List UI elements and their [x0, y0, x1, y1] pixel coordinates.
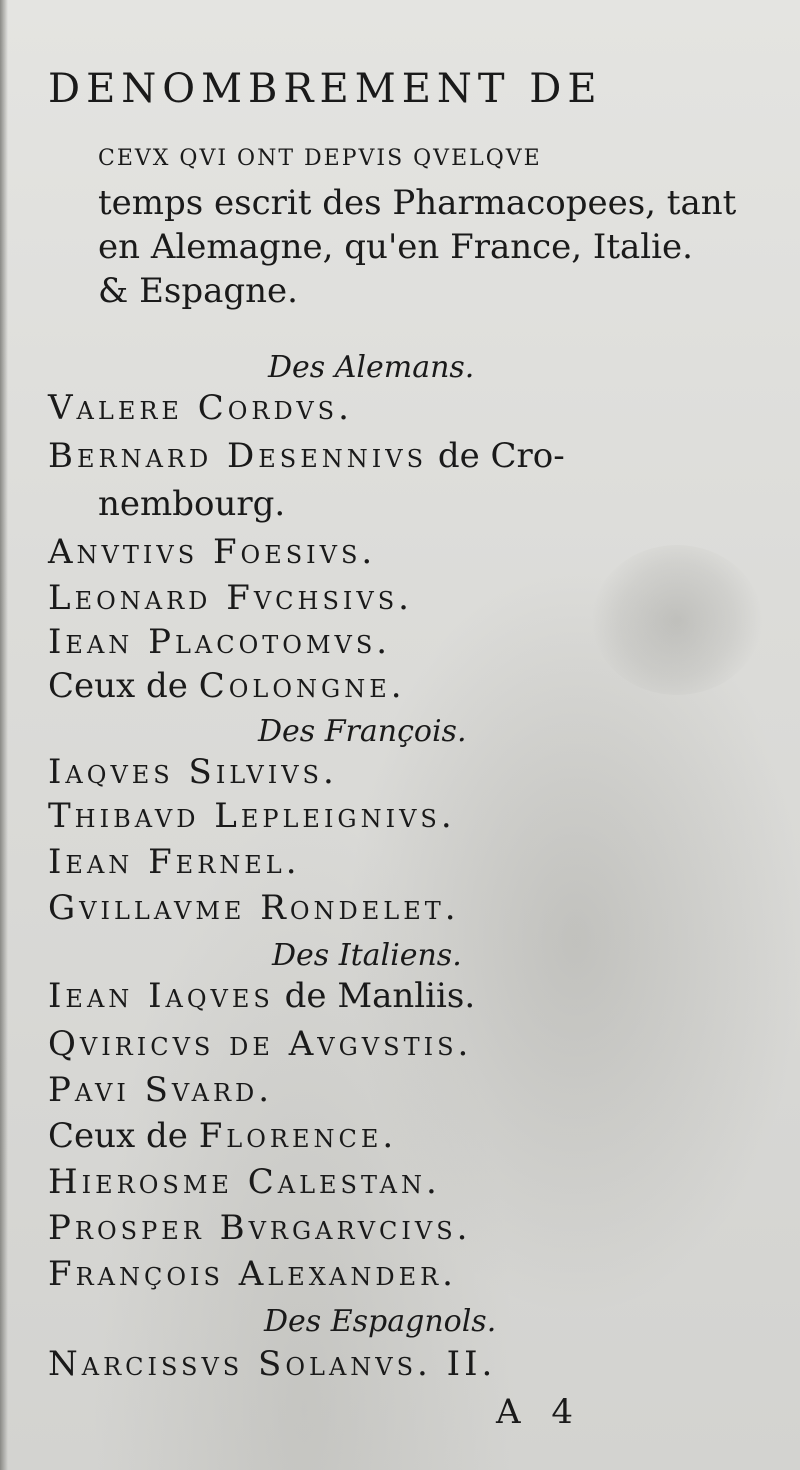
entry-name: Florence. [198, 1116, 398, 1156]
entry-name: Iean Iaqves [48, 976, 274, 1016]
entry-narcissus-solanus: Narcissvs Solanvs. II. [48, 1344, 497, 1384]
section-heading-alemans: Des Alemans. [268, 350, 475, 385]
entry-prosper-burgarucius: Prosper Bvrgarvcivs. [48, 1208, 472, 1248]
entry-iean-placotomus: Iean Placotomvs. [48, 622, 392, 662]
entry-guillaume-rondelet: Gvillavme Rondelet. [48, 888, 460, 928]
page-edge-shadow [0, 0, 8, 1470]
entry-thibaud-lepleignius: Thibavd Lepleignivs. [48, 796, 456, 836]
entry-suffix: de Cro- [427, 436, 565, 476]
entry-name: Bernard Desennivs [48, 436, 428, 476]
entry-ceux-de-florence [48, 1116, 397, 1156]
entry-iaques-silvius: Iaqves Silvivs. [48, 752, 338, 792]
entry-valere-cordus: Valere Cordvs. [48, 388, 353, 428]
entry-quiricus-de-augustis: Qviricvs de Avgvstis. [48, 1024, 473, 1064]
entry-continuation: nembourg. [98, 484, 286, 524]
section-heading-francois: Des François. [258, 714, 467, 749]
show-through-ornament [592, 545, 762, 695]
entry-francois-alexander: François Alexander. [48, 1254, 457, 1294]
entry-pavi-suard: Pavi Svard. [48, 1070, 274, 1110]
entry-iean-iaques-de-manliis [48, 976, 475, 1016]
entry-iean-fernel: Iean Fernel. [48, 842, 301, 882]
entry-anutius-foesius: Anvtivs Foesivs. [48, 532, 377, 572]
intro-caps-line: CEVX QVI ONT DEPVIS QVELQVE [98, 146, 542, 171]
section-heading-espagnols: Des Espagnols. [264, 1304, 497, 1339]
entry-hierosme-calestan: Hierosme Calestan. [48, 1162, 441, 1202]
entry-ceux-de-colongne [48, 666, 406, 706]
entry-prefix: Ceux de [48, 1116, 199, 1156]
entry-prefix: Ceux de [48, 666, 199, 706]
intro-paragraph [98, 132, 758, 313]
entry-bernard-desennius [48, 436, 565, 476]
intro-line-3: en Alemagne, qu'en France, Italie. [98, 227, 693, 267]
intro-line-2: temps escrit des Pharmacopees, tant [98, 183, 737, 223]
entry-leonard-fuchsius: Leonard Fvchsivs. [48, 578, 413, 618]
intro-line-4: & Espagne. [98, 271, 298, 311]
entry-name: Colongne. [198, 666, 406, 706]
signature-mark: A 4 [496, 1392, 583, 1432]
section-heading-italiens: Des Italiens. [272, 938, 462, 973]
page-title: DENOMBREMENT DE [48, 66, 603, 112]
entry-suffix: de Manliis. [273, 976, 476, 1016]
